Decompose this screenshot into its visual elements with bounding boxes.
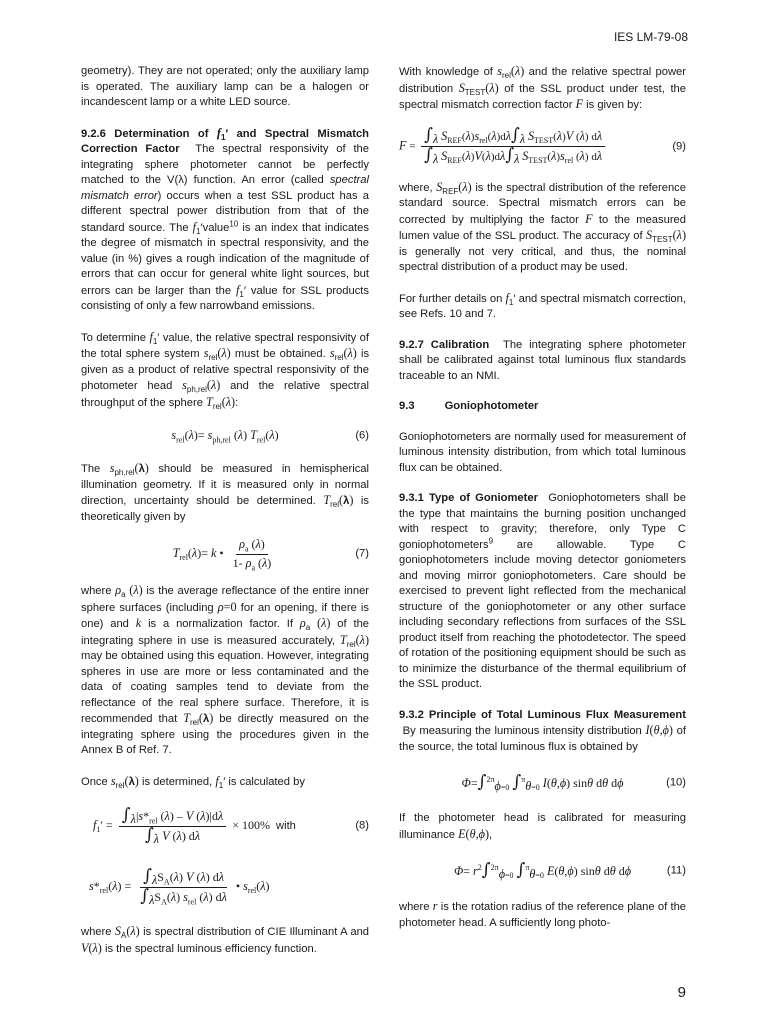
section-heading-9-3-1: 9.3.1 Type of Goniometer [399,492,538,504]
paragraph-further-details: For further details on $f_1'$ and spectral mismatch correction, see Refs. 10 and 7. [399,290,686,320]
section-heading-9-2-7: 9.2.7 Calibration [399,338,490,351]
equation-number: (11) [666,864,686,877]
right-column: With knowledge of $s_{rel}(\lambda)$ and the relative spectral power distribution $S_{TEST}(\lambda)$ of the SSL product under test, the spectral mismatch correction factor F is given by: F = $\frac{\int_\lambda S_{REF}(\lambda)s_{rel}(\lambda)d\lambda\int_\lambda S_{TEST}(\lambda)V (\lambda) d\lambda}{\int_\lambda S_{REF}(\lambda)V(\lambda)d\lambda\int_\lambda S_{TEST}(\lambda)s_{rel} (\lambda) d\lambda}$ (9) where, $S_{REF}(\lambda)$ is the spectral distribution of the reference standard source. Spectral mismatch errors can be corrected by multiplying the factor F to the measured lumen value of the SSL product. The accuracy of $S_{TEST}(\lambda)$ is generally not very critical, and thus, the nominal spectral distribution of a product may be used. For further details on $f_1'$ and spectral mismatch correction, see Refs. 10 and 7. 9.2.7 Calibration The integrating sphere photometer shall be calibrated against total luminous flux standards traceable to an NMI. 9.3 Goniophotometer Goniophotometers are normally used for measurement of luminous intensity distribution, from which total luminous flux can be obtained. 9.3.1 Type of Goniometer Goniophotometers shall be the type that maintains the burning position unchanged with respect to gravity; therefore, only Type C goniophotometers$^9$ are allowable. Type C goniophotometers include moving detector goniometers and moving mirror goniophotometers. Care should be exercised to prevent light reflected from the mechanical structure of the goniophotometer or any other surface including secondary reflections from surfaces of the SSL product itself from reaching the photodetector. The speed of rotation of the positioning equipment should be such as to minimize the disturbance of the thermal equilibrium of the SSL product. 9.3.2 Principle of Total Luminous Flux Measurement By measuring the luminous intensity distribution I(θ,ϕ) of the source, the total luminous flux is obtained by Φ=∫$^{2\pi}_{\phi=0}$ ∫$^\pi_{\theta=0}$ I(θ,ϕ) sinθ dθ dϕ (10) If the photometer head is calibrated for measuring illuminance E(θ,ϕ), $\Phi= r^2\int^{2\pi}_{\phi=0}$ ∫$^\pi_{\theta=0}$ E(θ,ϕ) sinθ dθ dϕ (11) where r is the rotation radius of the reference plane of the photometer head. A sufficiently long photo- [399,64,686,931]
equation-8: $f_1'$ = $\frac{\int_\lambda|s*_{rel} (\lambda) - V (\lambda)|d\lambda}{\int_\lambda V (\lambda) d\lambda}$ × 100% with (8) [93,805,369,846]
paragraph-sref: where, $S_{REF}(\lambda)$ is the spectral distribution of the reference standard source. Spectral mismatch errors can be corrected by multiplying the factor F to the measured lumen value of the SSL product. The accuracy of $S_{TEST}(\lambda)$ is generally not very critical, and thus, the nominal spectral distribution of a product may be used. [399,179,687,273]
equation-10: Φ=∫$^{2\pi}_{\phi=0}$ ∫$^\pi_{\theta=0}$ I(θ,ϕ) sinθ dθ dϕ (10) [461,771,686,794]
paragraph-sph-rel: The $s_{ph,rel}(\lambda)$ should be measured in hemispherical illumination geometry. If it is measured only in normal direction, uncertainty should be determined. $T_{rel}(\lambda)$ is theoretically given by [81,461,370,523]
paragraph-geometry: geometry). They are not operated; only the auxiliary lamp is operated. The auxiliary lamp can be a halogen or incandescent lamp or a white LED source. [81,65,369,108]
equation-number: (6) [355,429,369,442]
equation-11: $\Phi= r^2\int^{2\pi}_{\phi=0}$ ∫$^\pi_{\theta=0}$ E(θ,ϕ) sinθ dθ dϕ (11) [453,859,686,882]
paragraph-once-srel: Once $s_{rel}(\lambda)$ is determined, $f_1'$ is calculated by [81,773,305,790]
page-number: 9 [677,984,686,1001]
equation-9: F = $\frac{\int_\lambda S_{REF}(\lambda)s_{rel}(\lambda)d\lambda\int_\lambda S_{TEST}(\lambda)V (\lambda) d\lambda}{\int_\lambda S_{REF}(\lambda)V(\lambda)d\lambda\int_\lambda S_{TEST}(\lambda)s_{rel} (\lambda) d\lambda}$ (9) [399,124,686,167]
running-header: IES LM-79-08 [613,30,688,44]
left-column: geometry). They are not operated; only the auxiliary lamp is operated. The auxiliary lamp can be a halogen or incandescent lamp or a white LED source. 9.2.6 Determination of $f_1'$ and Spectral Mismatch Correction Factor The spectral responsivity of the integrating sphere photometer cannot be perfectly matched to the V(λ) function. An error (called spectral mismatch error) occurs when a test SSL product has a different spectral power distribution from that of the standard source. The $f_1'value^{10}$ is an index that indicates the degree of mismatch in spectral responsivity, and the value (in %) gives a rough indication of the magnitude of errors that can occur for general white light sources, but errors can be larger than the $f_1'$ value for SSL products consisting of only a few narrowband emissions. To determine $f_1'$ value, the relative spectral responsivity of the total sphere system $s_{rel}(\lambda)$ must be obtained. $s_{rel}(\lambda)$ is given as a product of relative spectral responsivity of the photometer head $s_{ph,rel}(\lambda)$ and the relative spectral throughput of the sphere $T_{rel}(\lambda)$: $s_{rel}(\lambda)= s_{ph,rel}$ (λ) $T_{rel}(\lambda)$ (6) The $s_{ph,rel}(\lambda)$ should be measured in hemispherical illumination geometry. If it is measured only in normal direction, uncertainty should be determined. $T_{rel}(\lambda)$ is theoretically given by $T_{rel}(\lambda)= k$ • $\frac{\rho_a (\lambda)}{1- \rho_a (\lambda)}$ (7) where $\rho_a$ (λ) is the average reflectance of the entire inner sphere surfaces (including ρ=0 for an opening, if there is one) and k is a normalization factor. If $\rho_a$ (λ) of the integrating sphere in use is measured accurately, $T_{rel}(\lambda)$ may be obtained using this equation. However, integrating spheres in use are more or less contaminated and the data of coating samples tend to deviate from the reflectance of the real sphere surface. Therefore, it is recommended that $T_{rel}(\lambda)$ be directly measured on the integrating sphere using the procedures given in the Annex B of Ref. 7. Once $s_{rel}(\lambda)$ is determined, $f_1'$ is calculated by $f_1'$ = $\frac{\int_\lambda|s*_{rel} (\lambda) - V (\lambda)|d\lambda}{\int_\lambda V (\lambda) d\lambda}$ × 100% with (8) $s*_{rel}(\lambda)$ = $\frac{\int_\lambda S_A(\lambda) V (\lambda) d\lambda}{\int_\lambda S_A(\lambda) s_{rel} (\lambda) d\lambda}$ • $s_{rel}(\lambda)$ where $S_A(\lambda)$ is spectral distribution of CIE Illuminant A and V(λ) is the spectral luminous efficiency function. [81,64,369,957]
paragraph-illuminance: If the photometer head is calibrated for measuring illuminance E(θ,ϕ), [399,812,686,841]
paragraph-determine-f1: To determine $f_1'$ value, the relative spectral responsivity of the total sphere system $s_{rel}(\lambda)$ must be obtained. $s_{rel}(\lambda)$ is given as a product of relative spectral responsivity of the photometer head $s_{ph,rel}(\lambda)$ and the relative spectral throughput of the sphere $T_{rel}(\lambda)$: [81,329,370,411]
paragraph-goniophotometers: Goniophotometers are normally used for measurement of luminous intensity distribution, from which total luminous flux can be obtained. [399,430,686,474]
equation-number: (8) [355,819,369,832]
paragraph-rotation-radius: where r is the rotation radius of the reference plane of the photometer head. A sufficiently long photo- [399,899,687,929]
section-heading-9-2-6: 9.2.6 Determination of $f_1'$ and Spectral Mismatch Correction Factor [81,125,370,155]
paragraph-illuminant-a: where $S_A(\lambda)$ is spectral distribution of CIE Illuminant A and V(λ) is the spectral luminous efficiency function. [81,924,370,955]
equation-number: (7) [355,547,369,560]
equation-number: (9) [672,139,686,152]
equation-7: $T_{rel}(\lambda)= k$ • $\frac{\rho_a (\lambda)}{1- \rho_a (\lambda)}$ (7) [172,537,369,572]
section-heading-9-3: 9.3 Goniophotometer [399,400,539,412]
section-heading-9-3-2: 9.3.2 Principle of Total Luminous Flux Measurement [399,708,686,721]
paragraph-knowledge-srel: With knowledge of $s_{rel}(\lambda)$ and the relative spectral power distribution $S_{TEST}(\lambda)$ of the SSL product under test, the spectral mismatch correction factor F is given by: [399,64,687,111]
equation-6: $s_{rel}(\lambda)= s_{ph,rel}$ (λ) $T_{rel}(\lambda)$ (6) [171,428,369,445]
equation-number: (10) [666,776,686,789]
paragraph-reflectance: where $\rho_a$ (λ) is the average reflectance of the entire inner sphere surfaces (including ρ=0 for an opening, if there is one) and k is a normalization factor. If $\rho_a$ (λ) of the integrating sphere in use is measured accurately, $T_{rel}(\lambda)$ may be obtained using this equation. However, integrating spheres in use are more or less contaminated and the data of coating samples tend to deviate from the reflectance of the real sphere surface. Therefore, it is recommended that $T_{rel}(\lambda)$ be directly measured on the integrating sphere using the procedures given in the Annex B of Ref. 7. [81,583,370,756]
equation-8-srel: $s*_{rel}(\lambda)$ = $\frac{\int_\lambda S_A(\lambda) V (\lambda) d\lambda}{\int_\lambda S_A(\lambda) s_{rel} (\lambda) d\lambda}$ • $s_{rel}(\lambda)$ [89,866,270,907]
